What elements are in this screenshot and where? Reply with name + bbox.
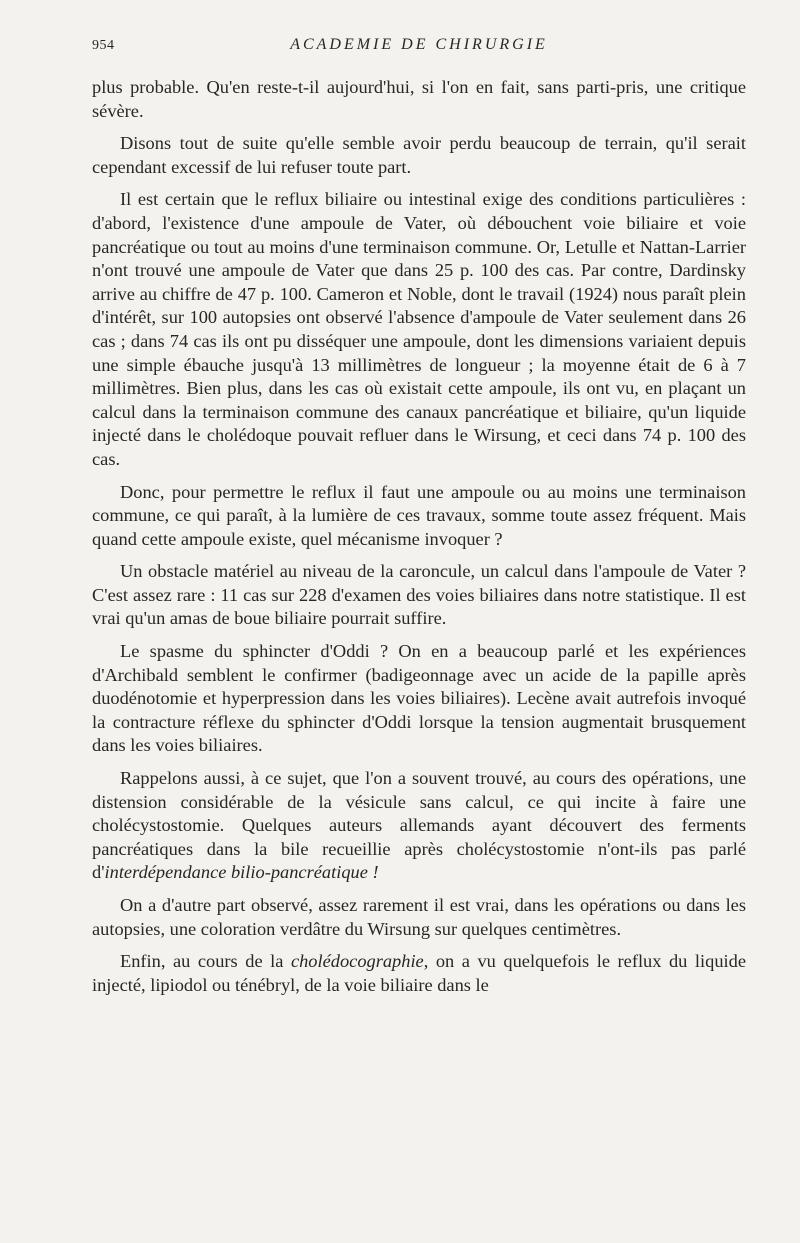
paragraph <box>92 188 746 471</box>
italic-text: cholédocographie <box>290 951 424 972</box>
paragraph <box>92 132 746 179</box>
text-run: Donc, pour permettre le reflux il faut une ampoule ou au moins une terminaison commune, ce qui paraît, à la lumière de ces travaux, somme toute assez fréquent. Mais quand cette ampoule existe, quel mécanisme invoquer ? <box>92 481 746 549</box>
text-run: plus probable. Qu'en reste-t-il aujourd'hui, si l'on en fait, sans parti-pris, une critique sévère. <box>92 77 746 121</box>
paragraph <box>92 560 746 631</box>
text-run: Le spasme du sphincter d'Oddi ? On en a beaucoup parlé et les expériences d'Archibald semblent le confirmer (badigeonnage avec un acide de la papille après duodénotomie et hyperpression dans les voies biliaires). Lecène avait autrefois invoqué la contracture réflexe du sphincter d'Oddi lorsque la tension augmentait brusquement dans les voies biliaires. <box>92 641 746 756</box>
running-title: ACADEMIE DE CHIRURGIE <box>290 36 548 53</box>
paragraph <box>92 640 746 758</box>
page-header <box>92 34 746 64</box>
text-run: Rappelons aussi, à ce sujet, que l'on a souvent trouvé, au cours des opérations, une distension considérable de la vésicule sans calcul, ce qui incite à faire une cholécystostomie. Quelques auteurs allemands ayant découvert des ferments pancréatiques dans la bile recueillie après cholécystostomie n'ont-ils pas parlé d' <box>92 768 746 883</box>
text-run: Un obstacle matériel au niveau de la caroncule, un calcul dans l'ampoule de Vater ? C'est assez rare : 11 cas sur 228 d'examen des voies biliaires dans notre statistique. Il est vrai qu'un amas de boue biliaire pourrait suffire. <box>92 561 746 629</box>
text-run: Enfin, au cours de la <box>120 951 291 972</box>
text-run: Il est certain que le reflux biliaire ou intestinal exige des conditions particulières : d'abord, l'existence d'une ampoule de Vater, où débouchent voie biliaire et voie pancréatique ou tout au moins d'une terminaison commune. Or, Letulle et Nattan-Larrier n'ont trouvé une ampoule de Vater que dans 25 p. 100 des cas. Par contre, Dardinsky arrive au chiffre de 47 p. 100. Cameron et Noble, dont le travail (1924) nous paraît plein d'intérêt, sur 100 autopsies ont observé l'absence d'ampoule de Vater seulement dans 26 cas ; dans 74 cas ils ont pu disséquer une ampoule, dont les dimensions variaient depuis une simple ébauche jusqu'à 13 millimètres de longueur ; la moyenne était de 6 à 7 millimètres. Bien plus, dans les cas où existait cette ampoule, ils ont vu, en plaçant un calcul dans la terminaison commune des canaux pancréatique et biliaire, qu'un liquide injecté dans le cholédoque pouvait refluer dans le Wirsung, et ceci dans 74 p. 100 des cas. <box>92 189 746 469</box>
text-run: , on a vu quelquefois le reflux du liquide injecté, lipiodol ou ténébryl, de la voie biliaire dans le <box>92 951 746 995</box>
paragraph <box>92 950 746 997</box>
paragraph <box>92 481 746 552</box>
text-run: Disons tout de suite qu'elle semble avoir perdu beaucoup de terrain, qu'il serait cependant excessif de lui refuser toute part. <box>92 133 746 177</box>
page-number: 954 <box>92 38 115 53</box>
text-run: On a d'autre part observé, assez rarement il est vrai, dans les opérations ou dans les autopsies, une coloration verdâtre du Wirsung sur quelques centimètres. <box>92 895 746 939</box>
paragraph <box>92 767 746 885</box>
paragraph <box>92 894 746 941</box>
italic-text: interdépendance bilio-pancréatique ! <box>104 862 379 883</box>
paragraph <box>92 76 746 123</box>
body-text <box>92 76 746 997</box>
